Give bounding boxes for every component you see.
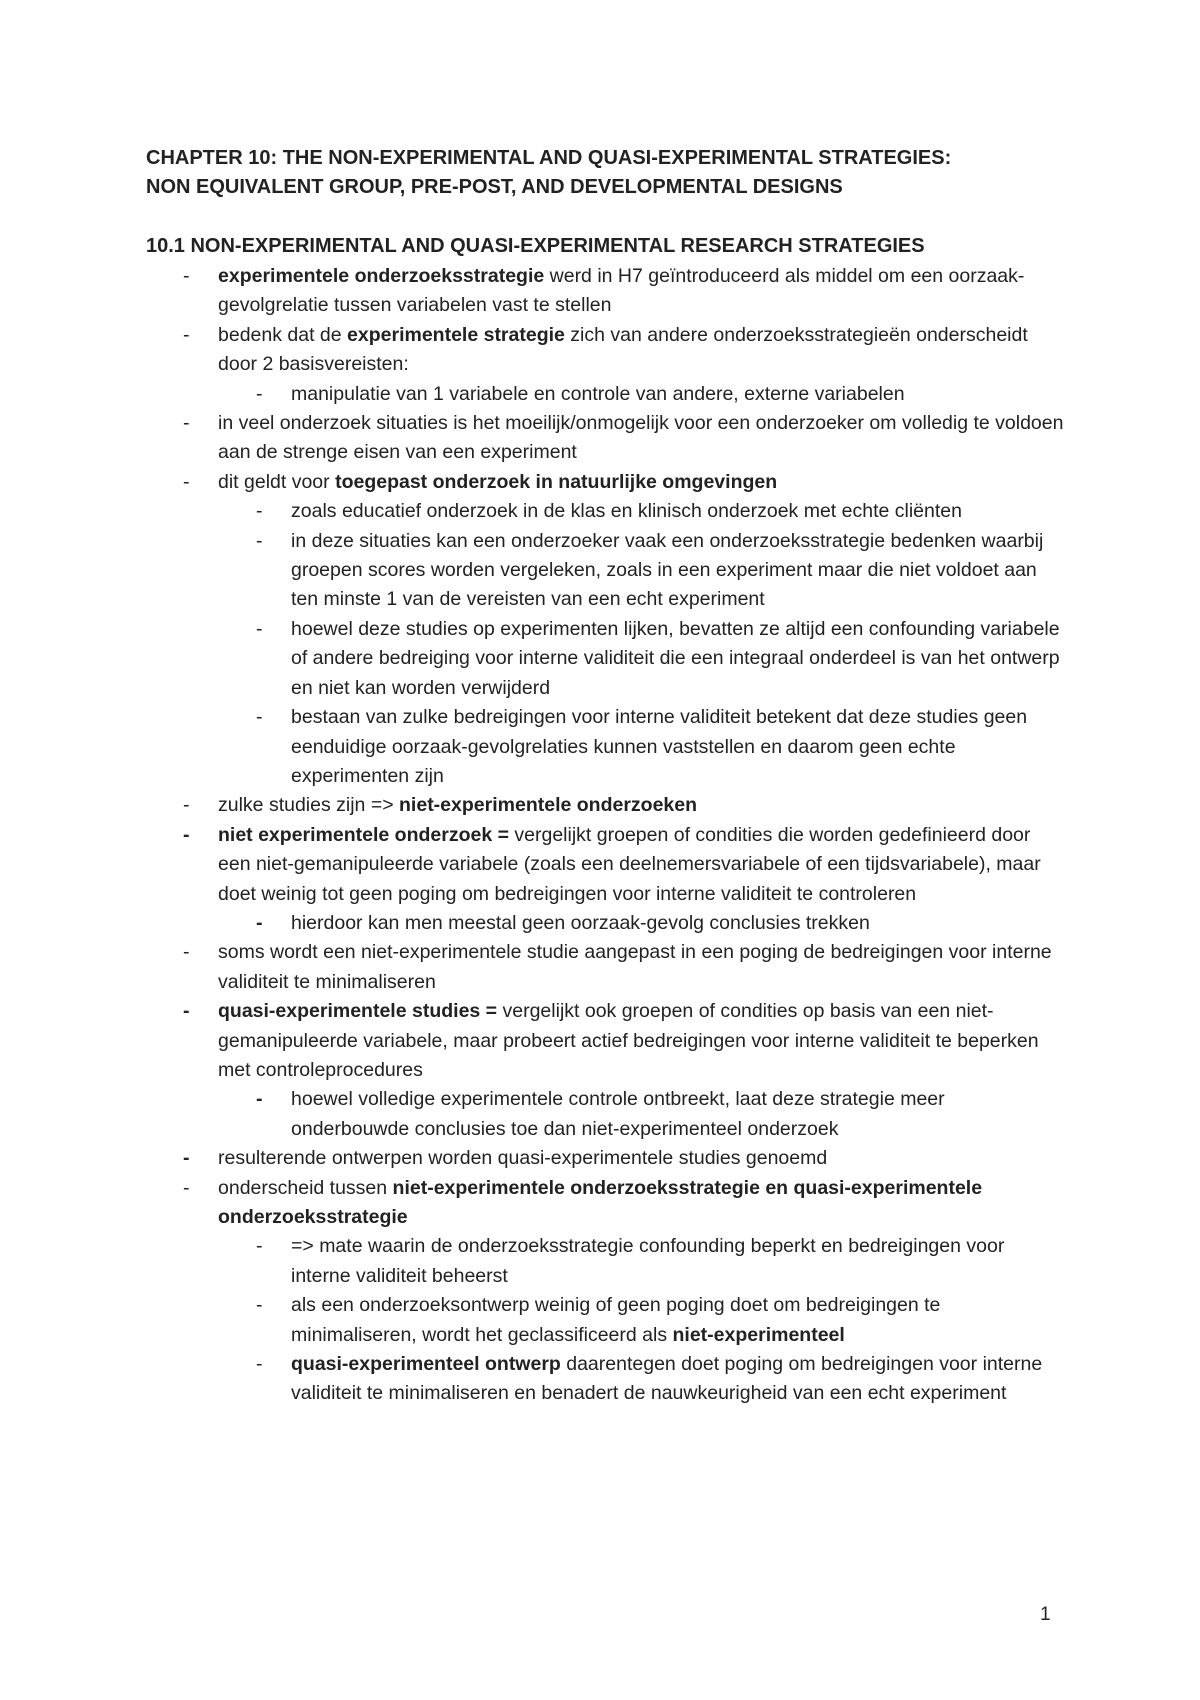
bullet-marker: - [183,1147,190,1170]
list-item-text [218,324,1028,375]
bullet-marker: - [183,265,190,287]
text-run: zich van andere onderzoeksstrategieën onderscheidt door 2 basisvereisten: [218,323,1028,376]
list-item [146,1350,1066,1409]
list-item-text [218,412,1063,463]
bullet-list [146,262,1066,1409]
page-number: 1 [1040,1604,1051,1625]
list-item-text [291,1294,940,1345]
bullet-marker: - [183,412,190,435]
text-run: werd in H7 geïntroduceerd als middel om een oorzaak-gevolgrelatie tussen variabelen vast te stellen [218,265,1025,317]
list-item [146,409,1066,468]
list-item-text [218,794,697,816]
list-item-text [291,912,870,934]
bullet-marker: - [183,1176,190,1199]
text-run: soms wordt een niet-experimentele studie aangepast in een poging de bedreigingen voor interne validiteit te minimaliseren [218,941,1052,993]
list-item-text [218,1177,982,1228]
list-item [146,997,1066,1085]
list-item [146,262,1066,321]
bold-text: quasi-experimenteel ontwerp [291,1353,561,1376]
bullet-marker: - [256,529,263,552]
bullet-marker: - [183,323,190,346]
bullet-marker: - [256,1353,263,1376]
list-item [146,703,1066,791]
bold-text: quasi-experimentele studies = [218,1000,498,1023]
chapter-title [146,144,1106,202]
list-item-text [218,265,1024,316]
list-item [146,909,1066,938]
text-run: hierdoor kan men meestal geen oorzaak-gevolg conclusies trekken [291,911,870,934]
list-item-text [218,1147,827,1169]
list-item-text [291,1235,1004,1286]
text-run: hoewel volledige experimentele controle ontbreekt, laat deze strategie meer onderbouwde conclusies toe dan niet-experimenteel onderzoek [291,1088,945,1140]
list-item [146,1174,1066,1233]
list-item-text [291,1088,945,1139]
bullet-marker: - [256,382,263,405]
list-item-text [291,618,1060,699]
list-item [146,1144,1066,1173]
list-item-text [291,1353,1042,1404]
list-item [146,615,1066,703]
bullet-marker: - [256,911,263,934]
text-run: manipulatie van 1 variabele en controle van andere, externe variabelen [291,382,905,405]
list-item [146,821,1066,909]
bold-text: niet-experimenteel [672,1323,845,1346]
text-run: zoals educatief onderzoek in de klas en klinisch onderzoek met echte cliënten [291,500,962,523]
bold-text: toegepast onderzoek in natuurlijke omgevingen [335,470,778,493]
text-run: vergelijkt ook groepen of condities op basis van een niet-gemanipuleerde variabele, maar probeert actief bedreigingen voor interne validiteit te beperken met controleprocedures [218,1000,1039,1081]
list-item-text [218,941,1052,992]
bullet-marker: - [256,1294,263,1317]
list-item [146,497,1066,526]
list-item-text [291,500,962,522]
text-run: hoewel deze studies op experimenten lijken, bevatten ze altijd een confounding variabele of andere bedreiging voor interne validiteit die een integraal onderdeel is van het ontwerp en niet kan worden verwijderd [291,617,1060,699]
list-item-text [218,824,1041,905]
bullet-marker: - [256,1235,263,1258]
list-item [146,791,1066,820]
text-run: onderscheid tussen [218,1176,393,1199]
list-item [146,1291,1066,1350]
bold-text: experimentele strategie [347,323,565,346]
list-item-text [291,530,1043,611]
section-heading: 10.1 NON-EXPERIMENTAL AND QUASI-EXPERIMENTAL RESEARCH STRATEGIES [146,235,925,257]
list-item [146,380,1066,409]
bold-text: experimentele onderzoeksstrategie [218,265,545,287]
text-run: bedenk dat de [218,323,348,346]
chapter-title-line-1: CHAPTER 10: THE NON-EXPERIMENTAL AND QUASI-EXPERIMENTAL STRATEGIES: [146,147,952,169]
bullet-marker: - [256,617,263,640]
chapter-title-line-2: NON EQUIVALENT GROUP, PRE-POST, AND DEVELOPMENTAL DESIGNS [146,176,843,198]
list-item [146,321,1066,380]
bullet-marker: - [183,941,190,964]
text-run: resulterende ontwerpen worden quasi-experimentele studies genoemd [218,1147,828,1170]
text-run: bestaan van zulke bedreigingen voor interne validiteit betekent dat deze studies geen eenduidige oorzaak-gevolgrelaties kunnen vaststellen en daarom geen echte experimenten zijn [291,706,1028,787]
text-run: vergelijkt groepen of condities die worden gedefinieerd door een niet-gemanipuleerde variabele (zoals een deelnemersvariabele of een tijdsvariabele), maar doet weinig tot geen poging om bedreigingen voor interne validiteit te controleren [218,823,1041,905]
bullet-marker: - [183,823,190,846]
text-run: als een onderzoeksontwerp weinig of geen poging doet om bedreigingen te minimaliseren, wordt het geclassificeerd als [291,1294,941,1346]
list-item [146,527,1066,615]
list-item [146,1232,1066,1291]
bullet-marker: - [256,706,263,729]
list-item [146,938,1066,997]
bullet-marker: - [183,470,190,493]
list-item [146,468,1066,497]
list-item-text [291,383,905,405]
text-run: in deze situaties kan een onderzoeker vaak een onderzoeksstrategie bedenken waarbij groepen scores worden vergeleken, zoals in een experiment maar die niet voldoet aan ten minste 1 van de vereisten van een echt experiment [291,529,1044,611]
list-item-text [218,1000,1039,1081]
bold-text: niet-experimentele onderzoeksstrategie en quasi-experimentele onderzoeksstrategie [218,1176,983,1228]
list-item-text [218,471,777,493]
bold-text: niet experimentele onderzoek = [218,823,509,846]
bullet-marker: - [256,500,263,523]
text-run: zulke studies zijn => [218,794,400,817]
bullet-marker: - [256,1088,263,1111]
bold-text: niet-experimentele onderzoeken [399,794,698,817]
bullet-marker: - [183,1000,190,1023]
bullet-marker: - [183,794,190,817]
list-item-text [291,706,1027,787]
text-run: dit geldt voor [218,470,336,493]
text-run: in veel onderzoek situaties is het moeilijk/onmogelijk voor een onderzoeker om volledig te voldoen aan de strenge eisen van een experiment [218,412,1064,464]
list-item [146,1085,1066,1144]
text-run: => mate waarin de onderzoeksstrategie confounding beperkt en bedreigingen voor interne validiteit beheerst [291,1235,1005,1287]
text-run: daarentegen doet poging om bedreigingen voor interne validiteit te minimaliseren en benadert de nauwkeurigheid van een echt experiment [291,1353,1043,1405]
